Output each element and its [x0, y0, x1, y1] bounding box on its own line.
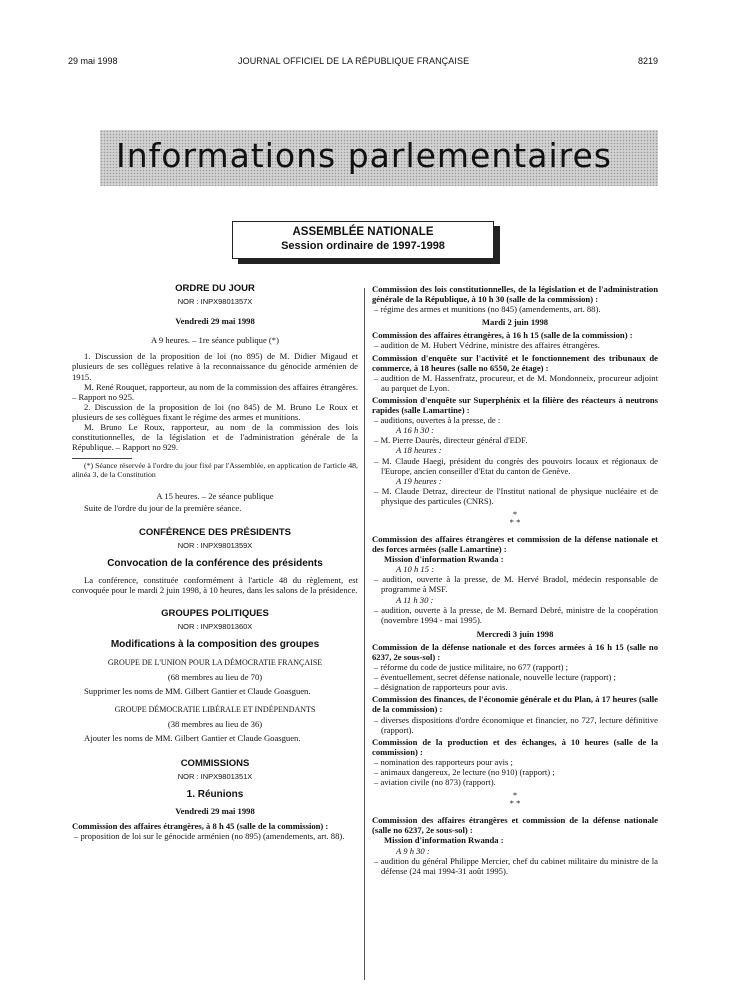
- production-item2: – animaux dangereux, 2e lecture (no 910) (rapport) ;: [374, 767, 555, 778]
- ordre-item2: 2. Discussion de la proposition de loi (no 845) de M. Bruno Le Roux et plusieurs de ses collègues fixant le régime des armes et munitions.: [72, 401, 358, 422]
- banner-title: Informations parlementaires: [116, 136, 612, 175]
- time-1630: A 16 h 30 :: [396, 425, 435, 436]
- dli-group-count: (38 membres au lieu de 36): [167, 718, 263, 729]
- person-debre: – audition, ouverte à la presse, de M. Bernard Debré, ministre de la coopération (novembre 1994 - mai 1995).: [374, 604, 658, 625]
- assembly-session: Session ordinaire de 1997-1998: [281, 240, 445, 252]
- commissions-subtitle: 1. Réunions: [186, 789, 244, 800]
- rwanda1-heading: Mission d'information Rwanda :: [384, 554, 504, 565]
- time-0930: A 9 h 30 :: [396, 845, 430, 856]
- page-header: [68, 56, 658, 70]
- dli-group-text: Ajouter les noms de MM. Gilbert Gantier et Claude Goasguen.: [84, 732, 301, 743]
- joint2-heading: Commission des affaires étrangères et commission de la défense nationale (salle no 6237, 2e sous-sol) :: [372, 815, 658, 836]
- groupes-nor: NOR : INPX9801360X: [177, 622, 253, 632]
- right-column: [372, 284, 658, 876]
- enquete2-item: – auditions, ouvertes à la presse, de :: [374, 415, 501, 426]
- commissions-date: Vendredi 29 mai 1998: [175, 806, 255, 817]
- time-18h: A 18 heures :: [396, 445, 442, 456]
- udf-group-name: GROUPE DE L'UNION POUR LA DÉMOCRATIE FRANÇAISE: [107, 658, 323, 668]
- ordre-item1: 1. Discussion de la proposition de loi (no 895) de M. Didier Migaud et plusieurs de ses collègues relative à la reconnaissance du génocide arménien de 1915.: [72, 351, 358, 382]
- production-item1: – nomination des rapporteurs pour avis ;: [374, 756, 513, 767]
- joint1-heading: Commission des affaires étrangères et commission de la défense nationale et des forces armées (salle Lamartine) :: [372, 533, 658, 555]
- time-19h: A 19 heures :: [396, 475, 442, 486]
- time-1015: A 10 h 15 :: [396, 564, 435, 575]
- enquete1-item: – audition de M. Hassenfratz, procureur, et de M. Mondonneix, procureur adjoint au parquet de Lyon.: [374, 372, 658, 393]
- person-bradol: – audition, ouverte à la presse, de M. Hervé Bradol, médecin responsable de programme à MSF.: [374, 574, 658, 595]
- separator-stars: * *: [509, 516, 521, 527]
- lois-item: – régime des armes et munitions (no 845) (amendements, art. 88).: [374, 304, 601, 315]
- ae-heading: Commission des affaires étrangères, à 16 h 15 (salle de la commission) :: [372, 330, 633, 341]
- person-detraz: – M. Claude Detraz, directeur de l'Institut national de physique nucléaire et de physique des particules (CNRS).: [374, 485, 658, 506]
- conference-title: CONFÉRENCE DES PRÉSIDENTS: [138, 526, 292, 538]
- conference-nor: NOR : INPX9801359X: [177, 540, 253, 550]
- ordre-footnote: (*) Séance réservée à l'ordre du jour fixé par l'Assemblée, en application de l'article 48, alinéa 3, de la Constitution: [72, 461, 358, 480]
- lois-heading: Commission des lois constitutionnelles, de la législation et de l'administration générale de la République, à 10 h 30 (salle de la commission) :: [372, 284, 658, 305]
- ordre-title: ORDRE DU JOUR: [175, 283, 255, 294]
- enquete1-heading: Commission d'enquête sur l'activité et le fonctionnement des tribunaux de commerce, à 18 heures (salle no 6550, 2e étage) :: [372, 352, 658, 373]
- dli-group-name: GROUPE DÉMOCRATIE LIBÉRALE ET INDÉPENDANTS: [114, 704, 316, 714]
- commissions-nor: NOR : INPX9801351X: [177, 771, 253, 781]
- enquete2-heading: Commission d'enquête sur Superphénix et la filière des réacteurs à neutrons rapides (salle Lamartine) :: [372, 394, 658, 416]
- person-daures: – M. Pierre Daurès, directeur général d'EDF.: [374, 435, 528, 446]
- conference-subtitle: Convocation de la conférence des présidents: [107, 557, 323, 569]
- ordre-nor: NOR : INPX9801357X: [177, 297, 253, 307]
- person-haegi: – M. Claude Haegi, président du congrès des pouvoirs locaux et régionaux de l'Europe, ancien conseiller d'Etat du canton de Genève.: [374, 455, 658, 476]
- ae-item: – audition de M. Hubert Védrine, ministre des affaires étrangères.: [374, 340, 600, 351]
- separator-stars-2: * *: [509, 798, 521, 809]
- commission-ae-heading: Commission des affaires étrangères, à 8 h 45 (salle de la commission) :: [72, 821, 329, 832]
- header-date: 29 mai 1998: [68, 56, 118, 66]
- mercredi-date: Mercredi 3 juin 1998: [476, 628, 554, 639]
- finances-item1: – diverses dispositions d'ordre économique et financier, no 727, lecture définitive (rapport).: [374, 714, 658, 735]
- section-banner: [100, 130, 658, 186]
- udf-group-text: Supprimer les noms de MM. Gilbert Gantier et Claude Goasguen.: [84, 686, 311, 697]
- assembly-name: ASSEMBLÉE NATIONALE: [292, 226, 434, 238]
- defense-heading: Commission de la défense nationale et des forces armées à 16 h 15 (salle no 6237, 2e sous-sol) :: [372, 641, 658, 662]
- finances-heading: Commission des finances, de l'économie générale et du Plan, à 17 heures (salle de la commission) :: [372, 694, 658, 715]
- assembly-box: [232, 221, 494, 259]
- time-1130: A 11 h 30 :: [396, 594, 434, 605]
- header-page-number: 8219: [637, 56, 658, 66]
- commissions-title: COMMISSIONS: [180, 757, 250, 769]
- ordre-item1b: M. René Rouquet, rapporteur, au nom de la commission des affaires étrangères. – Rapport no 925.: [72, 381, 358, 402]
- ordre-item2b: M. Bruno Le Roux, rapporteur, au nom de la commission des lois constitutionnelles, de la législation et de l'administration générale de la République. – Rapport no 929.: [72, 422, 358, 453]
- groupes-subtitle: Modifications à la composition des groupes: [110, 639, 320, 651]
- conference-text: La conférence, constituée conformément à l'article 48 du règlement, est convoquée pour le mardi 2 juin 1998, à 10 heures, dans les salons de la présidence.: [72, 574, 358, 595]
- column-divider: [364, 288, 365, 980]
- footnote-rule: [72, 458, 132, 459]
- production-heading: Commission de la production et des échanges, à 10 heures (salle de la commission) :: [372, 736, 658, 757]
- groupes-title: GROUPES POLITIQUES: [161, 607, 269, 619]
- production-item3: – aviation civile (no 873) (rapport).: [374, 777, 496, 788]
- defense-item2: – éventuellement, secret défense nationale, nouvelle lecture (rapport) ;: [374, 672, 616, 683]
- defense-item3: – désignation de rapporteurs pour avis.: [374, 682, 508, 693]
- udf-group-count: (68 membres au lieu de 70): [167, 672, 263, 683]
- ordre-seance1: A 9 heures. – 1re séance publique (*): [151, 335, 279, 346]
- left-column: [72, 284, 358, 841]
- defense-item1: – réforme du code de justice militaire, no 677 (rapport) ;: [374, 662, 569, 673]
- mardi-date: Mardi 2 juin 1998: [481, 317, 549, 328]
- ordre-seance2-text: Suite de l'ordre du jour de la première séance.: [84, 503, 242, 514]
- separator-star: *: [512, 508, 518, 519]
- separator-star-2: *: [512, 790, 518, 801]
- ordre-date: Vendredi 29 mai 1998: [175, 316, 255, 327]
- rwanda2-heading: Mission d'information Rwanda :: [384, 835, 504, 846]
- ordre-seance2: A 15 heures. – 2e séance publique: [156, 491, 274, 502]
- commission-ae-item: – proposition de loi sur le génocide arménien (no 895) (amendements, art. 88).: [74, 831, 345, 842]
- header-journal: JOURNAL OFFICIEL DE LA RÉPUBLIQUE FRANÇAISE: [238, 56, 470, 66]
- person-mercier: – audition du général Philippe Mercier, chef du cabinet militaire du ministre de la défense (24 mai 1994-31 août 1995).: [374, 855, 658, 876]
